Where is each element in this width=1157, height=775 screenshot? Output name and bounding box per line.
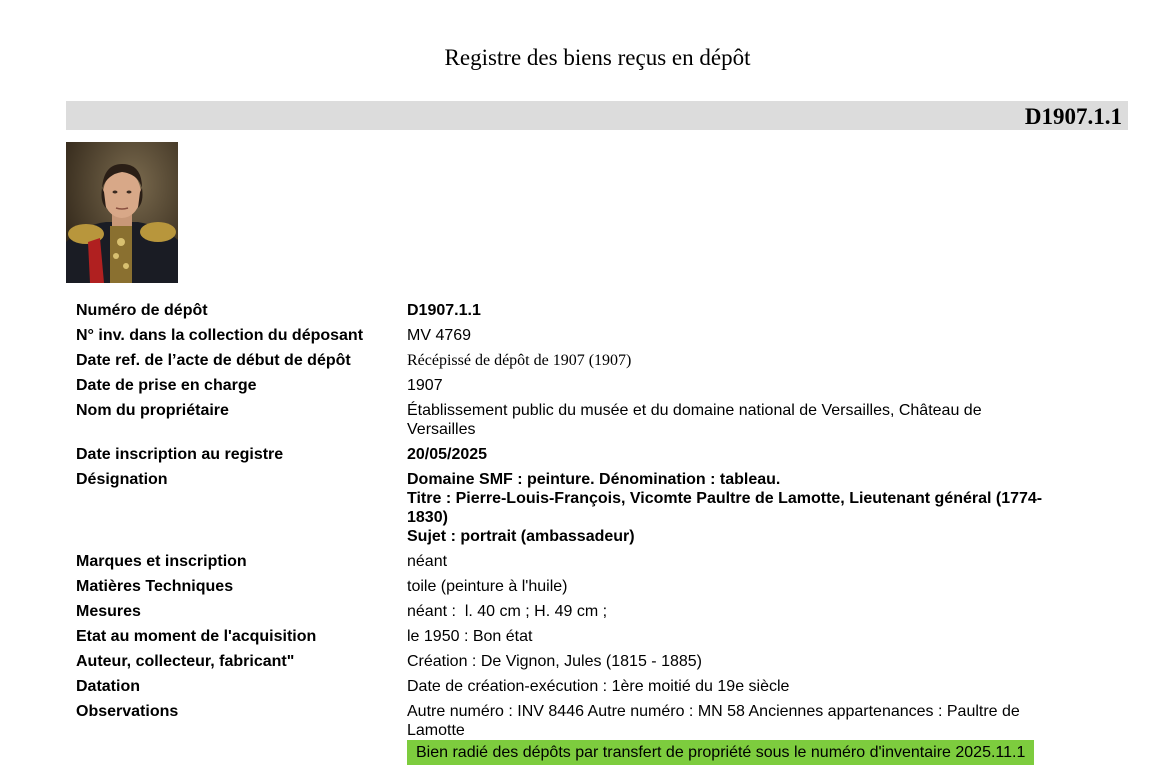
- row-value: Date de création-exécution : 1ère moitié du 19e siècle: [407, 678, 790, 695]
- row-date-inscription: [76, 442, 1076, 467]
- row-label: Mesures: [76, 603, 141, 620]
- row-value: [407, 470, 1047, 546]
- observations-text: Autre numéro : INV 8446 Autre numéro : MN 58 Anciennes appartenances : Paultre de Lamotte: [407, 703, 1020, 739]
- row-label: Matières Techniques: [76, 578, 234, 595]
- row-label: Marques et inscription: [76, 553, 247, 570]
- row-label: Désignation: [76, 471, 168, 488]
- row-label: Numéro de dépôt: [76, 302, 208, 319]
- row-label: Date ref. de l’acte de début de dépôt: [76, 352, 351, 369]
- row-value: toile (peinture à l'huile): [407, 578, 568, 595]
- row-value: MV 4769: [407, 327, 472, 344]
- designation-line: Titre : Pierre-Louis-François, Vicomte Paultre de Lamotte, Lieutenant général (1774-1830): [407, 490, 1043, 526]
- row-value: 1907: [407, 377, 443, 394]
- page-title: Registre des biens reçus en dépôt: [444, 45, 751, 70]
- designation-line: Domaine SMF : peinture. Dénomination : tableau.: [407, 471, 781, 488]
- row-proprietaire: [76, 398, 1076, 442]
- row-label: Auteur, collecteur, fabricant": [76, 653, 295, 670]
- portrait-image[interactable]: [66, 142, 178, 283]
- row-value: néant: [407, 553, 448, 570]
- row-value: Établissement public du musée et du domaine national de Versailles, Château de Versailles: [407, 402, 982, 438]
- row-value: le 1950 : Bon état: [407, 628, 533, 645]
- row-observations: [76, 699, 1076, 768]
- radiation-note: Bien radié des dépôts par transfert de propriété sous le numéro d'inventaire 2025.11.1: [407, 740, 1034, 765]
- row-value: D1907.1.1: [407, 302, 481, 319]
- row-label: Observations: [76, 703, 179, 720]
- row-etat: [76, 624, 1076, 649]
- row-label: Datation: [76, 678, 140, 695]
- row-date-prise-en-charge: [76, 373, 1076, 398]
- row-numero-inventaire: [76, 323, 1076, 348]
- row-mesures: [76, 599, 1076, 624]
- deposit-id: D1907.1.1: [1024, 104, 1122, 129]
- row-numero-depot: [76, 298, 1076, 323]
- row-label: Etat au moment de l'acquisition: [76, 628, 317, 645]
- row-value: Récépissé de dépôt de 1907 (1907): [407, 352, 632, 369]
- row-label: Date inscription au registre: [76, 446, 284, 463]
- row-designation: [76, 467, 1076, 549]
- row-date-acte: [76, 348, 1076, 373]
- record-table: [76, 298, 1076, 768]
- deposit-id-bar: [66, 101, 1128, 130]
- row-label: Date de prise en charge: [76, 377, 257, 394]
- row-auteur: [76, 649, 1076, 674]
- row-matieres: [76, 574, 1076, 599]
- row-label: Nom du propriétaire: [76, 402, 229, 419]
- row-label: N° inv. dans la collection du déposant: [76, 327, 364, 344]
- row-value: néant : l. 40 cm ; H. 49 cm ;: [407, 603, 608, 620]
- row-marques: [76, 549, 1076, 574]
- row-datation: [76, 674, 1076, 699]
- row-value: 20/05/2025: [407, 446, 488, 463]
- designation-line: Sujet : portrait (ambassadeur): [407, 528, 635, 545]
- row-value: [407, 702, 1047, 765]
- row-value: Création : De Vignon, Jules (1815 - 1885): [407, 653, 702, 670]
